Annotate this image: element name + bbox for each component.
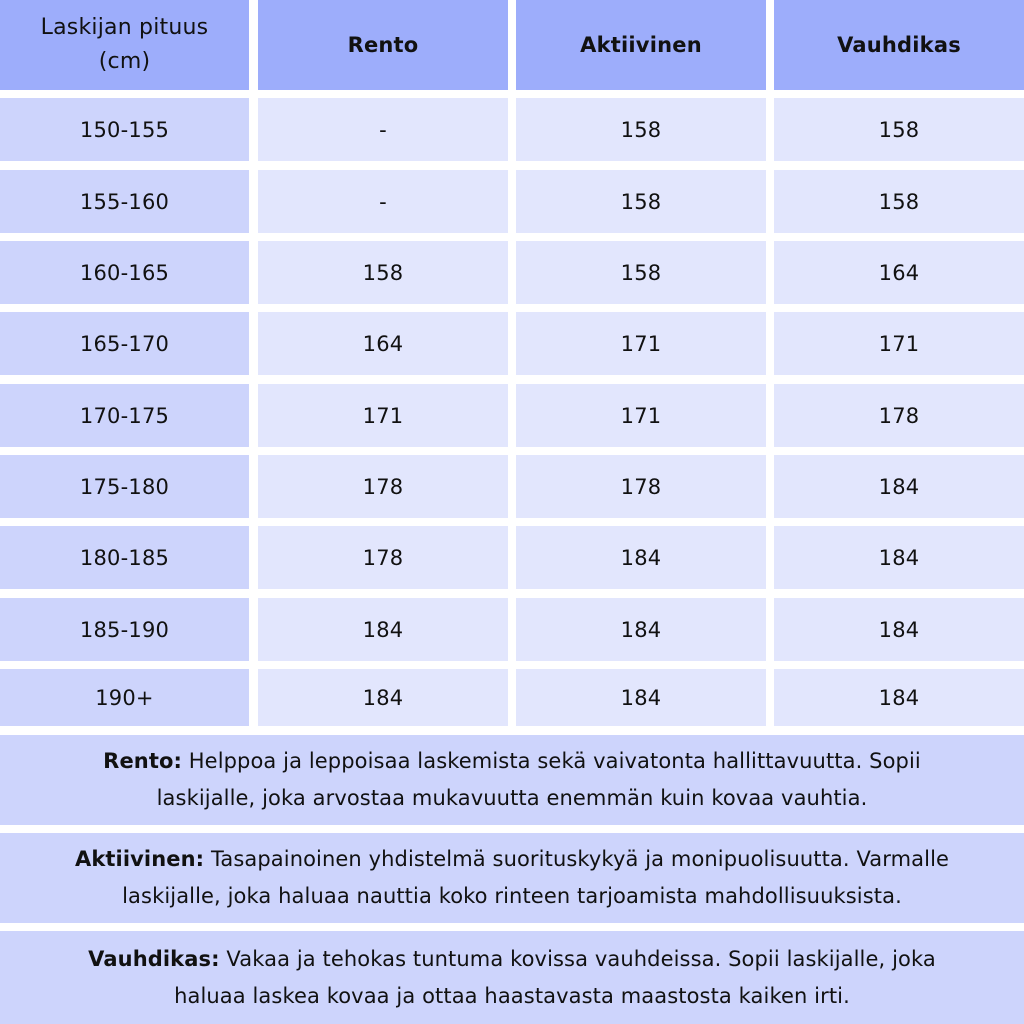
row-rento-cell: 178 (258, 526, 508, 589)
row-height-cell: 150-155 (0, 98, 249, 161)
row-vauhdikas-cell: 171 (774, 312, 1024, 375)
row-aktiivinen-cell: 184 (516, 526, 766, 589)
note-rento-line2: laskijalle, joka arvostaa mukavuutta enemmän kuin kovaa vauhtia. (156, 786, 868, 810)
row-aktiivinen-cell: 158 (516, 241, 766, 304)
row-height-cell: 160-165 (0, 241, 249, 304)
row-vauhdikas-cell: 164 (774, 241, 1024, 304)
header-aktiivinen: Aktiivinen (516, 0, 766, 90)
row-rento-cell: 184 (258, 598, 508, 661)
row-aktiivinen-cell: 158 (516, 170, 766, 233)
row-vauhdikas-cell: 184 (774, 669, 1024, 726)
row-aktiivinen-cell: 171 (516, 384, 766, 447)
header-height (0, 0, 249, 90)
row-aktiivinen-cell: 184 (516, 598, 766, 661)
row-height-cell: 165-170 (0, 312, 249, 375)
row-height-cell: 155-160 (0, 170, 249, 233)
row-vauhdikas-cell: 158 (774, 98, 1024, 161)
note-vauhdikas (0, 931, 1024, 1024)
row-rento-cell: 171 (258, 384, 508, 447)
row-height-cell: 185-190 (0, 598, 249, 661)
note-vauhdikas-line2: haluaa laskea kovaa ja ottaa haastavasta maastosta kaiken irti. (174, 983, 850, 1008)
row-height-cell: 190+ (0, 669, 249, 726)
row-vauhdikas-cell: 184 (774, 526, 1024, 589)
header-height-line1: Laskijan pituus (40, 15, 209, 40)
header-height-line2: (cm) (98, 49, 151, 74)
note-vauhdikas-label: Vauhdikas: (88, 946, 220, 971)
note-aktiivinen-line1: Tasapainoinen yhdistelmä suorituskykyä ja monipuolisuutta. Varmalle (210, 847, 950, 871)
row-aktiivinen-cell: 171 (516, 312, 766, 375)
row-aktiivinen-cell: 184 (516, 669, 766, 726)
note-rento-label: Rento: (103, 749, 182, 773)
row-rento-cell: 158 (258, 241, 508, 304)
row-height-cell: 170-175 (0, 384, 249, 447)
row-rento-cell: - (258, 170, 508, 233)
row-rento-cell: 184 (258, 669, 508, 726)
row-vauhdikas-cell: 158 (774, 170, 1024, 233)
header-vauhdikas: Vauhdikas (774, 0, 1024, 90)
row-aktiivinen-cell: 178 (516, 455, 766, 518)
header-rento: Rento (258, 0, 508, 90)
note-vauhdikas-line1: Vakaa ja tehokas tuntuma kovissa vauhdeissa. Sopii laskijalle, joka (226, 946, 936, 971)
note-rento-line1: Helppoa ja leppoisaa laskemista sekä vaivatonta hallittavuutta. Sopii (188, 749, 921, 773)
row-vauhdikas-cell: 184 (774, 455, 1024, 518)
row-rento-cell: 178 (258, 455, 508, 518)
note-rento (0, 735, 1024, 825)
row-rento-cell: 164 (258, 312, 508, 375)
row-vauhdikas-cell: 178 (774, 384, 1024, 447)
row-height-cell: 175-180 (0, 455, 249, 518)
note-aktiivinen-line2: laskijalle, joka haluaa nauttia koko rinteen tarjoamista mahdollisuuksista. (122, 884, 902, 908)
note-aktiivinen-label: Aktiivinen: (74, 847, 205, 871)
note-aktiivinen (0, 833, 1024, 923)
row-rento-cell: - (258, 98, 508, 161)
row-vauhdikas-cell: 184 (774, 598, 1024, 661)
row-height-cell: 180-185 (0, 526, 249, 589)
row-aktiivinen-cell: 158 (516, 98, 766, 161)
